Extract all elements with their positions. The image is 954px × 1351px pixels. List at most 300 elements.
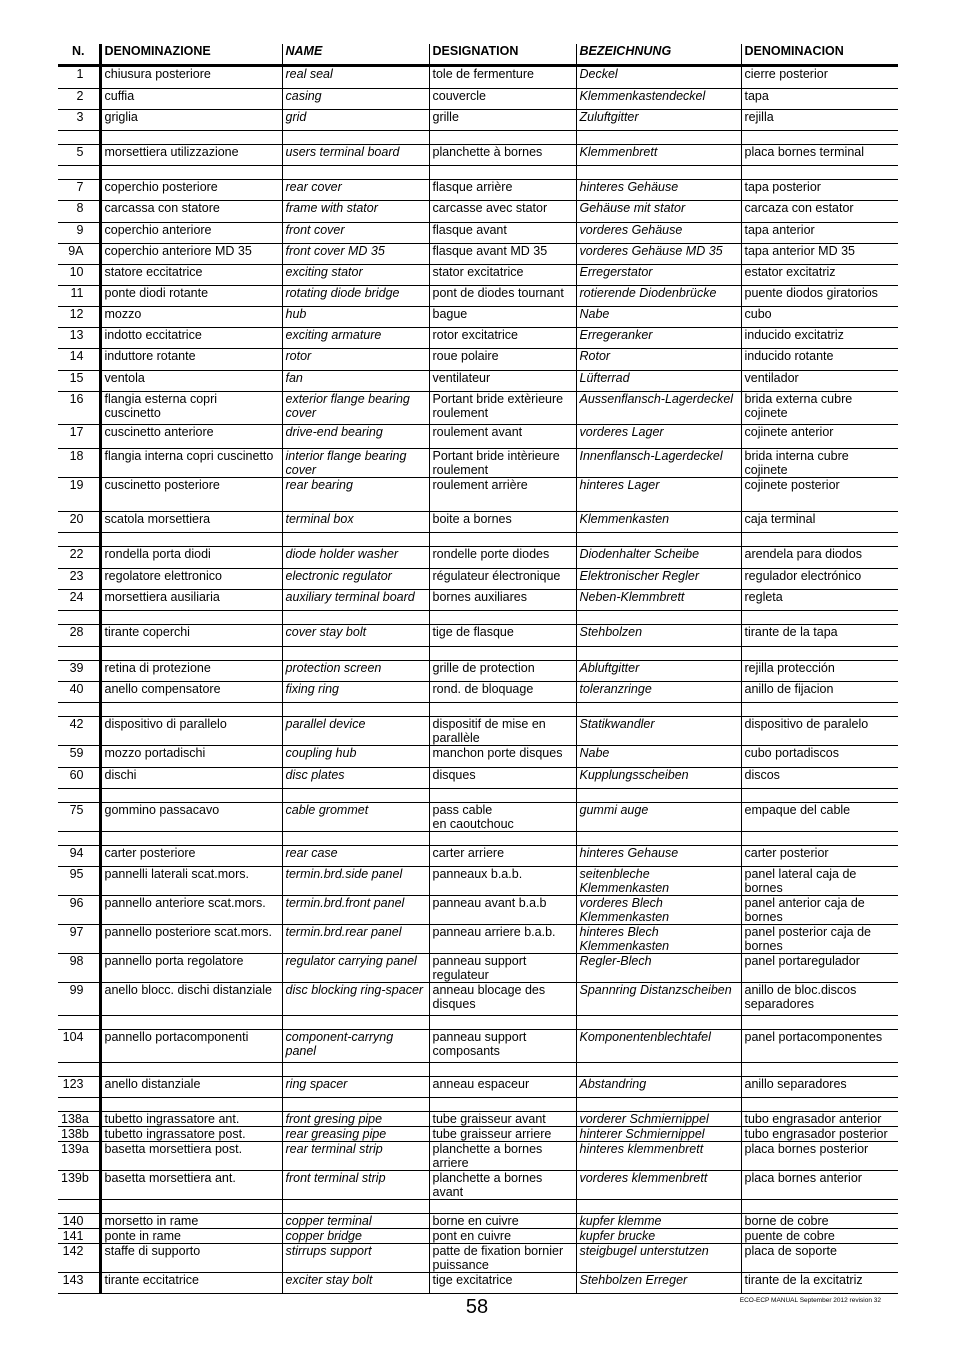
cell-english	[282, 1200, 429, 1214]
table-row	[58, 954, 898, 983]
cell-english	[282, 1063, 429, 1077]
cell-spanish: puente de cobre	[741, 1229, 898, 1244]
cell-italian: anello blocc. dischi distanziale	[100, 983, 282, 1016]
cell-spanish: placa de soporte	[741, 1244, 898, 1273]
table-row	[58, 768, 898, 789]
cell-italian: griglia	[100, 110, 282, 131]
cell-french: pont en cuivre	[429, 1229, 576, 1244]
table-row	[58, 392, 898, 425]
cell-number: 17	[58, 425, 100, 449]
table-row	[58, 789, 898, 803]
cell-spanish: regleta	[741, 590, 898, 611]
cell-italian	[100, 647, 282, 661]
cell-spanish: placa bornes posterior	[741, 1142, 898, 1171]
cell-french: manchon porte disques	[429, 746, 576, 768]
table-row	[58, 478, 898, 512]
cell-german	[576, 647, 741, 661]
cell-italian: morsettiera utilizzazione	[100, 145, 282, 166]
cell-german: toleranzringe	[576, 682, 741, 703]
cell-german	[576, 703, 741, 717]
cell-german: Aussenflansch-Lagerdeckel	[576, 392, 741, 425]
cell-french	[429, 533, 576, 547]
table-row	[58, 180, 898, 201]
table-row	[58, 803, 898, 832]
cell-spanish: cubo	[741, 307, 898, 328]
cell-number: 3	[58, 110, 100, 131]
cell-german: Rotor	[576, 349, 741, 371]
cell-number: 39	[58, 661, 100, 682]
cell-english: stirrups support	[282, 1244, 429, 1273]
table-row	[58, 328, 898, 349]
cell-italian: indotto eccitatrice	[100, 328, 282, 349]
cell-spanish: tirante de la tapa	[741, 625, 898, 647]
table-row	[58, 201, 898, 223]
cell-english: protection screen	[282, 661, 429, 682]
cell-italian: ponte in rame	[100, 1229, 282, 1244]
cell-spanish: panel lateral caja de bornes	[741, 867, 898, 896]
cell-french: planchette à bornes	[429, 145, 576, 166]
cell-italian: ventola	[100, 371, 282, 392]
cell-number: 18	[58, 449, 100, 478]
table-row	[58, 166, 898, 180]
cell-english	[282, 647, 429, 661]
cell-english: copper terminal	[282, 1214, 429, 1229]
cell-german: kupfer brucke	[576, 1229, 741, 1244]
cell-number	[58, 647, 100, 661]
cell-italian: anello compensatore	[100, 682, 282, 703]
cell-italian: pannello portacomponenti	[100, 1030, 282, 1063]
cell-german: Regler-Blech	[576, 954, 741, 983]
cell-number: 104	[58, 1030, 100, 1063]
cell-german: hinterer Schmiernippel	[576, 1127, 741, 1142]
cell-spanish: cojinete posterior	[741, 478, 898, 512]
cell-english	[282, 789, 429, 803]
table-row	[58, 223, 898, 244]
table-row	[58, 682, 898, 703]
cell-english: rear case	[282, 846, 429, 867]
cell-german: Komponentenblechtafel	[576, 1030, 741, 1063]
cell-italian: retina di protezione	[100, 661, 282, 682]
cell-italian: pannello porta regolatore	[100, 954, 282, 983]
cell-english: front cover MD 35	[282, 244, 429, 265]
cell-english	[282, 1016, 429, 1030]
cell-spanish: panel portacomponentes	[741, 1030, 898, 1063]
cell-french	[429, 703, 576, 717]
cell-french: roue polaire	[429, 349, 576, 371]
cell-french: panneaux b.a.b.	[429, 867, 576, 896]
cell-german	[576, 1063, 741, 1077]
cell-spanish: caja terminal	[741, 512, 898, 533]
cell-number: 12	[58, 307, 100, 328]
cell-spanish: empaque del cable	[741, 803, 898, 832]
cell-italian: scatola morsettiera	[100, 512, 282, 533]
cell-italian: carcassa con statore	[100, 201, 282, 223]
cell-number	[58, 789, 100, 803]
cell-italian: pannello posteriore scat.mors.	[100, 925, 282, 954]
table-row	[58, 983, 898, 1016]
cell-english: termin.brd.side panel	[282, 867, 429, 896]
cell-number: 2	[58, 89, 100, 110]
cell-french: tube graisseur arriere	[429, 1127, 576, 1142]
cell-italian: gommino passacavo	[100, 803, 282, 832]
cell-spanish: panel portaregulador	[741, 954, 898, 983]
cell-german: Erregeranker	[576, 328, 741, 349]
cell-german: Kupplungsscheiben	[576, 768, 741, 789]
cell-german: Klemmenbrett	[576, 145, 741, 166]
cell-french: carter arriere	[429, 846, 576, 867]
cell-italian: tirante eccitatrice	[100, 1273, 282, 1294]
cell-english	[282, 1098, 429, 1112]
cell-italian: cuscinetto posteriore	[100, 478, 282, 512]
cell-german: Statikwandler	[576, 717, 741, 746]
table-row	[58, 66, 898, 89]
cell-spanish: cubo portadiscos	[741, 746, 898, 768]
cell-french: flasque avant	[429, 223, 576, 244]
cell-english: rear cover	[282, 180, 429, 201]
cell-spanish: inducido rotante	[741, 349, 898, 371]
table-row	[58, 611, 898, 625]
cell-spanish: discos	[741, 768, 898, 789]
cell-italian: carter posteriore	[100, 846, 282, 867]
cell-german: Innenflansch-Lagerdeckel	[576, 449, 741, 478]
cell-italian	[100, 1016, 282, 1030]
table-row	[58, 867, 898, 896]
cell-german: vorderes klemmenbrett	[576, 1171, 741, 1200]
cell-english: front terminal strip	[282, 1171, 429, 1200]
cell-german	[576, 611, 741, 625]
cell-english: front cover	[282, 223, 429, 244]
cell-number: 138b	[58, 1127, 100, 1142]
cell-english: frame with stator	[282, 201, 429, 223]
cell-german: hinteres Lager	[576, 478, 741, 512]
cell-number	[58, 703, 100, 717]
cell-number: 10	[58, 265, 100, 286]
cell-french: anneau espaceur	[429, 1077, 576, 1098]
table-row	[58, 1030, 898, 1063]
cell-french	[429, 166, 576, 180]
cell-number: 59	[58, 746, 100, 768]
cell-german: Spannring Distanzscheiben	[576, 983, 741, 1016]
table-row	[58, 371, 898, 392]
cell-french: anneau blocage des disques	[429, 983, 576, 1016]
table-row	[58, 145, 898, 166]
cell-english: cover stay bolt	[282, 625, 429, 647]
cell-english: rear bearing	[282, 478, 429, 512]
cell-french: rond. de bloquage	[429, 682, 576, 703]
cell-number	[58, 533, 100, 547]
table-row	[58, 265, 898, 286]
header-number: N.	[58, 44, 100, 66]
cell-spanish: tapa	[741, 89, 898, 110]
cell-number: 123	[58, 1077, 100, 1098]
cell-german: Stehbolzen Erreger	[576, 1273, 741, 1294]
cell-english: rotor	[282, 349, 429, 371]
cell-italian	[100, 1200, 282, 1214]
cell-french: pass cable en caoutchouc	[429, 803, 576, 832]
cell-german: vorderes Lager	[576, 425, 741, 449]
cell-number	[58, 1016, 100, 1030]
cell-german: Klemmenkastendeckel	[576, 89, 741, 110]
cell-english: termin.brd.front panel	[282, 896, 429, 925]
cell-french: ventilateur	[429, 371, 576, 392]
cell-english: users terminal board	[282, 145, 429, 166]
cell-french: rotor excitatrice	[429, 328, 576, 349]
cell-italian	[100, 131, 282, 145]
cell-german: vorderes Blech Klemmenkasten	[576, 896, 741, 925]
table-row	[58, 832, 898, 846]
cell-german: hinteres Gehäuse	[576, 180, 741, 201]
cell-italian: staffe di supporto	[100, 1244, 282, 1273]
cell-number	[58, 611, 100, 625]
cell-french: Portant bride intèrieure roulement	[429, 449, 576, 478]
cell-french: grille de protection	[429, 661, 576, 682]
cell-french: pont de diodes tournant	[429, 286, 576, 307]
cell-english	[282, 703, 429, 717]
cell-french: bornes auxiliares	[429, 590, 576, 611]
cell-number	[58, 1200, 100, 1214]
cell-french	[429, 647, 576, 661]
cell-english: real seal	[282, 66, 429, 89]
cell-italian	[100, 1063, 282, 1077]
cell-italian: cuscinetto anteriore	[100, 425, 282, 449]
cell-spanish	[741, 703, 898, 717]
cell-italian	[100, 166, 282, 180]
cell-german	[576, 1200, 741, 1214]
cell-spanish: placa bornes terminal	[741, 145, 898, 166]
cell-english: exciting stator	[282, 265, 429, 286]
cell-spanish: cojinete anterior	[741, 425, 898, 449]
cell-french: tige excitatrice	[429, 1273, 576, 1294]
cell-italian: tirante coperchi	[100, 625, 282, 647]
cell-english: terminal box	[282, 512, 429, 533]
cell-french: grille	[429, 110, 576, 131]
cell-german	[576, 533, 741, 547]
cell-english: component-carryng panel	[282, 1030, 429, 1063]
cell-italian	[100, 832, 282, 846]
cell-german	[576, 789, 741, 803]
cell-italian: mozzo	[100, 307, 282, 328]
cell-english: ring spacer	[282, 1077, 429, 1098]
table-row	[58, 244, 898, 265]
cell-german: vorderes Gehäuse	[576, 223, 741, 244]
cell-number: 5	[58, 145, 100, 166]
cell-german: Klemmenkasten	[576, 512, 741, 533]
cell-italian: basetta morsettiera post.	[100, 1142, 282, 1171]
cell-english: cable grommet	[282, 803, 429, 832]
header-denominazione: DENOMINAZIONE	[100, 44, 282, 66]
cell-french	[429, 789, 576, 803]
cell-italian: tubetto ingrassatore ant.	[100, 1112, 282, 1127]
table-row	[58, 1098, 898, 1112]
cell-english: electronic regulator	[282, 569, 429, 590]
cell-spanish	[741, 1063, 898, 1077]
cell-number: 16	[58, 392, 100, 425]
cell-french: tole de fermenture	[429, 66, 576, 89]
cell-french: Portant bride extèrieure roulement	[429, 392, 576, 425]
cell-number: 60	[58, 768, 100, 789]
cell-spanish: estator excitatriz	[741, 265, 898, 286]
parts-rows	[58, 66, 898, 1294]
cell-spanish: placa bornes anterior	[741, 1171, 898, 1200]
header-name: NAME	[282, 44, 429, 66]
cell-french	[429, 1098, 576, 1112]
cell-german: vorderer Schmiernippel	[576, 1112, 741, 1127]
parts-table	[58, 44, 898, 1294]
cell-italian	[100, 611, 282, 625]
cell-german: Stehbolzen	[576, 625, 741, 647]
cell-number	[58, 832, 100, 846]
cell-number: 139b	[58, 1171, 100, 1200]
cell-english: grid	[282, 110, 429, 131]
cell-french: carcasse avec stator	[429, 201, 576, 223]
cell-italian: pannello anteriore scat.mors.	[100, 896, 282, 925]
cell-italian: statore eccitatrice	[100, 265, 282, 286]
cell-german	[576, 131, 741, 145]
cell-number: 140	[58, 1214, 100, 1229]
cell-number: 97	[58, 925, 100, 954]
cell-french: boite a bornes	[429, 512, 576, 533]
cell-french	[429, 1016, 576, 1030]
cell-english: fan	[282, 371, 429, 392]
cell-number: 8	[58, 201, 100, 223]
cell-french: dispositif de mise en parallèle	[429, 717, 576, 746]
table-row	[58, 925, 898, 954]
page-number: 58	[465, 1296, 489, 1318]
header-bezeichnung: BEZEICHNUNG	[576, 44, 741, 66]
cell-german: Nabe	[576, 307, 741, 328]
cell-spanish	[741, 611, 898, 625]
cell-spanish	[741, 1016, 898, 1030]
cell-french: rondelle porte diodes	[429, 547, 576, 569]
cell-number: 98	[58, 954, 100, 983]
cell-number: 96	[58, 896, 100, 925]
cell-spanish	[741, 1098, 898, 1112]
cell-italian: cuffia	[100, 89, 282, 110]
cell-french: panneau avant b.a.b	[429, 896, 576, 925]
cell-spanish: anillo separadores	[741, 1077, 898, 1098]
cell-english	[282, 611, 429, 625]
cell-number: 28	[58, 625, 100, 647]
table-row	[58, 349, 898, 371]
table-row	[58, 533, 898, 547]
cell-german: Diodenhalter Scheibe	[576, 547, 741, 569]
cell-french: tube graisseur avant	[429, 1112, 576, 1127]
cell-english: rear terminal strip	[282, 1142, 429, 1171]
table-row	[58, 717, 898, 746]
cell-spanish: borne de cobre	[741, 1214, 898, 1229]
cell-spanish: tubo engrasador anterior	[741, 1112, 898, 1127]
cell-english: rear greasing pipe	[282, 1127, 429, 1142]
cell-english: front gresing pipe	[282, 1112, 429, 1127]
table-row	[58, 1112, 898, 1127]
cell-italian: coperchio posteriore	[100, 180, 282, 201]
cell-german: Gehäuse mit stator	[576, 201, 741, 223]
cell-french: flasque avant MD 35	[429, 244, 576, 265]
cell-spanish	[741, 1200, 898, 1214]
cell-number: 138a	[58, 1112, 100, 1127]
cell-french: patte de fixation bornier puissance	[429, 1244, 576, 1273]
table-row	[58, 1214, 898, 1229]
cell-italian	[100, 1098, 282, 1112]
cell-german: rotierende Diodenbrücke	[576, 286, 741, 307]
cell-number	[58, 1098, 100, 1112]
cell-english: drive-end bearing	[282, 425, 429, 449]
cell-number: 139a	[58, 1142, 100, 1171]
table-row	[58, 110, 898, 131]
cell-french	[429, 611, 576, 625]
cell-spanish: arendela para diodos	[741, 547, 898, 569]
cell-german: steigbugel unterstutzen	[576, 1244, 741, 1273]
cell-spanish: cierre posterior	[741, 66, 898, 89]
cell-french: borne en cuivre	[429, 1214, 576, 1229]
cell-german: hinteres Blech Klemmenkasten	[576, 925, 741, 954]
cell-german: Neben-Klemmbrett	[576, 590, 741, 611]
cell-english: disc blocking ring-spacer	[282, 983, 429, 1016]
cell-english: rotating diode bridge	[282, 286, 429, 307]
table-row	[58, 1063, 898, 1077]
cell-french: régulateur électronique	[429, 569, 576, 590]
table-row	[58, 307, 898, 328]
cell-spanish: tapa anterior	[741, 223, 898, 244]
cell-number: 142	[58, 1244, 100, 1273]
cell-italian: ponte diodi rotante	[100, 286, 282, 307]
table-row	[58, 661, 898, 682]
cell-french: disques	[429, 768, 576, 789]
cell-english: copper bridge	[282, 1229, 429, 1244]
cell-english	[282, 533, 429, 547]
cell-number: 11	[58, 286, 100, 307]
cell-italian: dispositivo di parallelo	[100, 717, 282, 746]
cell-italian: mozzo portadischi	[100, 746, 282, 768]
cell-number: 9A	[58, 244, 100, 265]
cell-spanish: anillo de bloc.discos separadores	[741, 983, 898, 1016]
cell-english: parallel device	[282, 717, 429, 746]
cell-number: 24	[58, 590, 100, 611]
cell-german: hinteres Gehause	[576, 846, 741, 867]
table-row	[58, 625, 898, 647]
cell-english: fixing ring	[282, 682, 429, 703]
cell-spanish: rejilla protección	[741, 661, 898, 682]
cell-spanish: tapa posterior	[741, 180, 898, 201]
cell-spanish: panel posterior caja de bornes	[741, 925, 898, 954]
cell-german: Erregerstator	[576, 265, 741, 286]
table-row	[58, 1171, 898, 1200]
header-row	[58, 44, 898, 66]
cell-italian: flangia interna copri cuscinetto	[100, 449, 282, 478]
table-row	[58, 449, 898, 478]
cell-number: 75	[58, 803, 100, 832]
cell-french: tige de flasque	[429, 625, 576, 647]
cell-german: Nabe	[576, 746, 741, 768]
cell-spanish: puente diodos giratorios	[741, 286, 898, 307]
cell-english	[282, 131, 429, 145]
table-row	[58, 512, 898, 533]
table-row	[58, 1229, 898, 1244]
cell-number: 99	[58, 983, 100, 1016]
cell-spanish	[741, 647, 898, 661]
cell-spanish: panel anterior caja de bornes	[741, 896, 898, 925]
footer-note: ECO-ECP MANUAL September 2012 revision 32	[739, 1297, 881, 1304]
cell-french: panneau support regulateur	[429, 954, 576, 983]
cell-number: 20	[58, 512, 100, 533]
table-row	[58, 425, 898, 449]
cell-italian: rondella porta diodi	[100, 547, 282, 569]
cell-number: 14	[58, 349, 100, 371]
cell-english: casing	[282, 89, 429, 110]
table-row	[58, 703, 898, 717]
cell-italian: dischi	[100, 768, 282, 789]
cell-number: 42	[58, 717, 100, 746]
